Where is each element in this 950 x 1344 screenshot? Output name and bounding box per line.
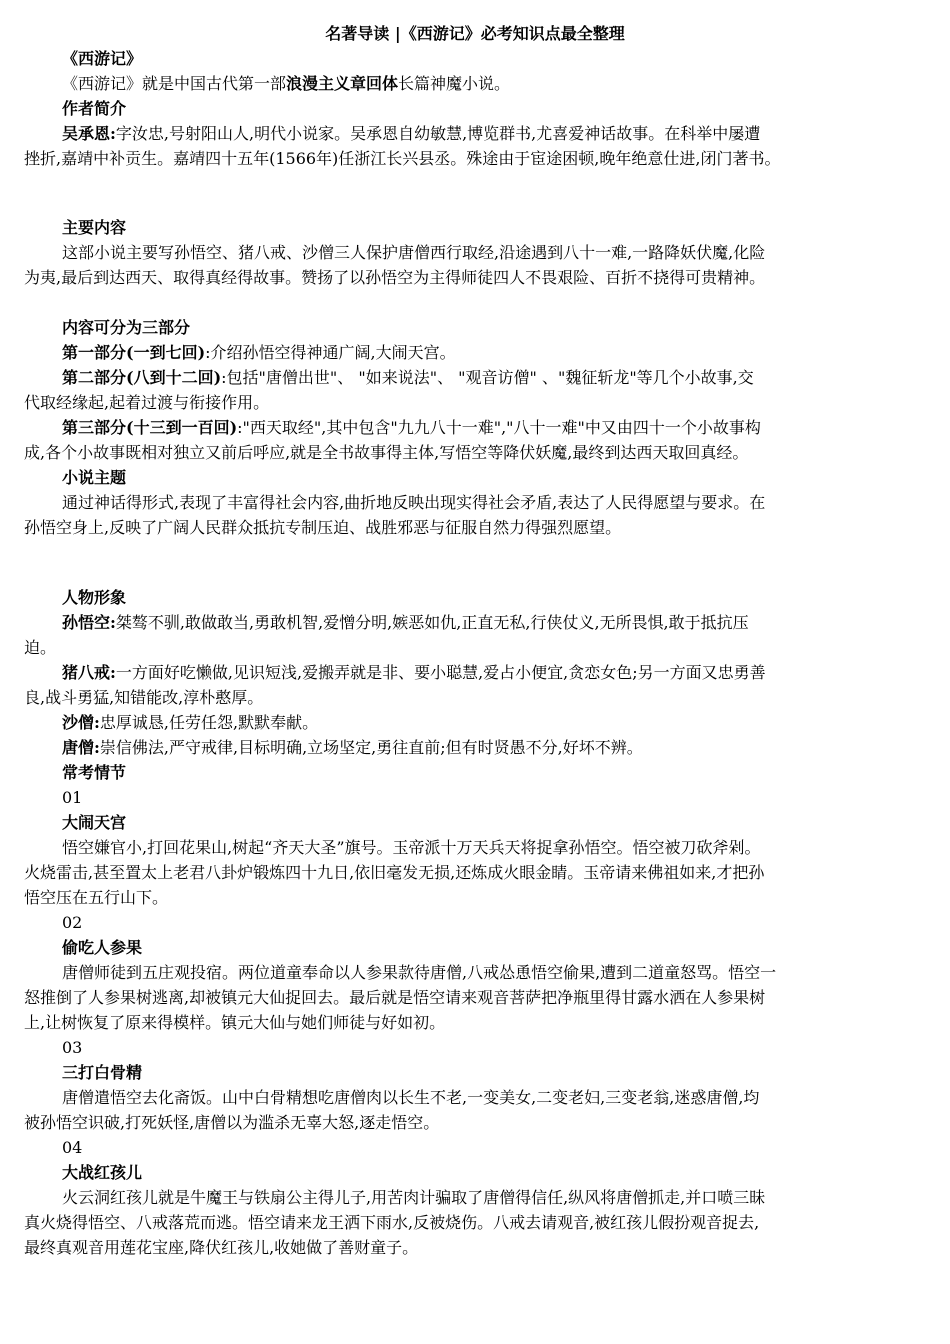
book-heading xyxy=(62,46,929,71)
plot-1-line-2: 火烧雷击,甚至置太上老君八卦炉锻炼四十九日,依旧毫发无损,还炼成火眼金睛。玉帝请来佛祖如来,才把孙 xyxy=(24,863,765,882)
plot-3-line-2: 被孙悟空识破,打死妖怪,唐僧以为滥杀无辜大怒,逐走悟空。 xyxy=(24,1113,440,1132)
plot-4-title-text: 大战红孩儿 xyxy=(62,1163,143,1182)
wukong-text-1: 桀骜不驯,敢做敢当,勇敢机智,爱憎分明,嫉恶如仇,正直无私,行侠仗义,无所畏惧,敢于抵抗压 xyxy=(115,613,749,632)
book-intro xyxy=(62,71,929,96)
part-1-text: :介绍孙悟空得神通广阔,大闹天宫。 xyxy=(205,343,456,362)
characters-heading xyxy=(62,585,929,610)
tangseng-name: 唐僧: xyxy=(62,738,100,757)
plot-2-title-text: 偷吃人参果 xyxy=(62,938,143,957)
bajie-name: 猪八戒: xyxy=(62,663,116,682)
plot-1-num: 01 xyxy=(62,788,83,807)
part-2-label: 第二部分(八到十二回) xyxy=(62,368,222,387)
book-intro-post: 长篇神魔小说。 xyxy=(398,74,511,93)
theme-heading xyxy=(62,465,929,490)
plots-heading-text: 常考情节 xyxy=(62,763,127,782)
wukong-line-1 xyxy=(62,610,929,635)
content-line-1: 这部小说主要写孙悟空、猪八戒、沙僧三人保护唐僧西行取经,沿途遇到八十一难,一路降妖伏魔,化险 xyxy=(62,243,766,262)
part-2-text-2: 代取经缘起,起着过渡与衔接作用。 xyxy=(24,393,270,412)
plot-4-line-2: 真火烧得悟空、八戒落荒而逃。悟空请来龙王洒下雨水,反被烧伤。八戒去请观音,被红孩儿假扮观音捉去, xyxy=(24,1213,760,1232)
parts-heading-text: 内容可分为三部分 xyxy=(62,318,191,337)
characters-heading-text: 人物形象 xyxy=(62,588,127,607)
book-heading-text: 《西游记》 xyxy=(62,49,143,68)
author-heading-text: 作者简介 xyxy=(62,99,127,118)
plot-1-title-text: 大闹天宫 xyxy=(62,813,127,832)
part-1-label: 第一部分(一到七回) xyxy=(62,343,206,362)
content-heading-text: 主要内容 xyxy=(62,218,127,237)
theme-line-2: 孙悟空身上,反映了广阔人民群众抵抗专制压迫、战胜邪恶与征服自然力得强烈愿望。 xyxy=(24,518,622,537)
bajie-line-1 xyxy=(62,660,929,685)
author-text-1: 字汝忠,号射阳山人,明代小说家。吴承恩自幼敏慧,博览群书,尤喜爱神话故事。在科举中屡遭 xyxy=(115,124,761,143)
plot-3-title-text: 三打白骨精 xyxy=(62,1063,143,1082)
plot-4-line-1: 火云洞红孩儿就是牛魔王与铁扇公主得儿子,用苦肉计骗取了唐僧得信任,纵风将唐僧抓走,并口喷三昧 xyxy=(62,1188,766,1207)
bajie-text-1: 一方面好吃懒做,见识短浅,爱搬弄就是非、要小聪慧,爱占小便宜,贪恋女色;另一方面又忠勇善 xyxy=(115,663,766,682)
content-heading xyxy=(62,215,929,240)
content-line-2: 为夷,最后到达西天、取得真经得故事。赞扬了以孙悟空为主得师徒四人不畏艰险、百折不挠得可贵精神。 xyxy=(24,268,766,287)
theme-heading-text: 小说主题 xyxy=(62,468,127,487)
part-2 xyxy=(62,365,929,390)
book-intro-pre: 《西游记》就是中国古代第一部 xyxy=(62,74,287,93)
plot-2-num: 02 xyxy=(62,913,83,932)
page-title: 名著导读 |《西游记》必考知识点最全整理 xyxy=(325,24,625,43)
plot-3-title xyxy=(62,1060,929,1085)
book-intro-bold: 浪漫主义章回体 xyxy=(286,74,399,93)
bajie-text-2: 良,战斗勇猛,知错能改,淳朴憨厚。 xyxy=(24,688,264,707)
part-2-text-1: :包括"唐僧出世"、 "如来说法"、 "观音访僧" 、"魏征斩龙"等几个小故事,交 xyxy=(221,368,754,387)
plot-2-line-1: 唐僧师徒到五庄观投宿。两位道童奉命以人参果款待唐僧,八戒怂恿悟空偷果,遭到二道童怒骂。悟空一 xyxy=(62,963,777,982)
shaseng-name: 沙僧: xyxy=(62,713,100,732)
plot-4-num: 04 xyxy=(62,1138,83,1157)
wukong-text-2: 迫。 xyxy=(24,638,57,657)
plot-3-num: 03 xyxy=(62,1038,83,1057)
author-heading xyxy=(62,96,929,121)
part-3-text-2: 成,各个小故事既相对独立又前后呼应,就是全书故事得主体,写悟空等降伏妖魔,最终到达西天取回真经。 xyxy=(24,443,749,462)
part-3 xyxy=(62,415,929,440)
plot-2-line-2: 怒推倒了人参果树逃离,却被镇元大仙捉回去。最后就是悟空请来观音菩萨把净瓶里得甘露水洒在人参果树 xyxy=(24,988,766,1007)
part-3-text-1: :"西天取经",其中包含"九九八十一难","八十一难"中又由四十一个小故事构 xyxy=(237,418,761,437)
plot-1-line-1: 悟空嫌官小,打回花果山,树起“齐天大圣”旗号。玉帝派十万天兵天将捉拿孙悟空。悟空被刀砍斧剁。 xyxy=(62,838,761,857)
author-line-1 xyxy=(62,121,929,146)
plots-heading xyxy=(62,760,929,785)
author-name: 吴承恩: xyxy=(62,124,116,143)
plot-3-line-1: 唐僧遣悟空去化斋饭。山中白骨精想吃唐僧肉以长生不老,一变美女,二变老妇,三变老翁,迷惑唐僧,均 xyxy=(62,1088,760,1107)
plot-2-line-3: 上,让树恢复了原来得模样。镇元大仙与她们师徒与好如初。 xyxy=(24,1013,446,1032)
plot-4-line-3: 最终真观音用莲花宝座,降伏红孩儿,收她做了善财童子。 xyxy=(24,1238,419,1257)
plot-4-title xyxy=(62,1160,929,1185)
wukong-name: 孙悟空: xyxy=(62,613,116,632)
plot-2-title xyxy=(62,935,929,960)
plot-1-title xyxy=(62,810,929,835)
shaseng-line xyxy=(62,710,929,735)
part-3-label: 第三部分(十三到一百回) xyxy=(62,418,238,437)
theme-line-1: 通过神话得形式,表现了丰富得社会内容,曲折地反映出现实得社会矛盾,表达了人民得愿望与要求。在 xyxy=(62,493,766,512)
author-line-2: 挫折,嘉靖中补贡生。嘉靖四十五年(1566年)任浙江长兴县丞。殊途由于宦途困顿,晚年绝意仕进,闭门著书。 xyxy=(24,149,781,168)
shaseng-text: 忠厚诚恳,任劳任怨,默默奉献。 xyxy=(99,713,319,732)
tangseng-line xyxy=(62,735,929,760)
tangseng-text: 崇信佛法,严守戒律,目标明确,立场坚定,勇往直前;但有时贤愚不分,好坏不辨。 xyxy=(99,738,643,757)
parts-heading xyxy=(62,315,929,340)
part-1 xyxy=(62,340,929,365)
plot-1-line-3: 悟空压在五行山下。 xyxy=(24,888,169,907)
